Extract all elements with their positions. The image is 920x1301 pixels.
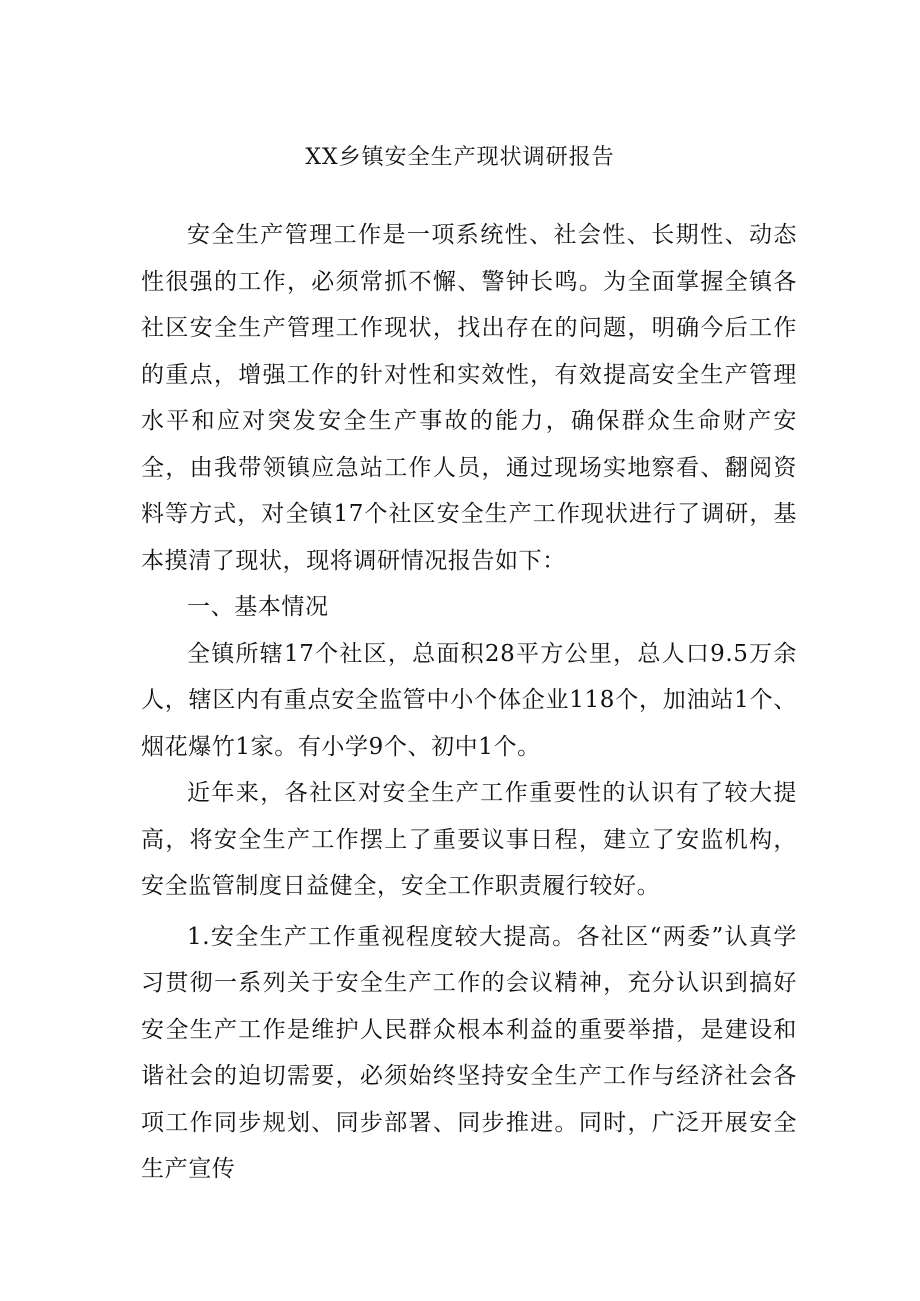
intro-paragraph: 安全生产管理工作是一项系统性、社会性、长期性、动态性很强的工作，必须常抓不懈、警钟长鸣。为全面掌握全镇各社区安全生产管理工作现状，找出存在的问题，明确今后工作的重点，增强工作的针对性和实效性，有效提高安全生产管理水平和应对突发安全生产事故的能力，确保群众生命财产安全，由我带领镇应急站工作人员，通过现场实地察看、翻阅资料等方式，对全镇17个社区安全生产工作现状进行了调研，基本摸清了现状，现将调研情况报告如下： [141,222,797,574]
document-title: XX乡镇安全生产现状调研报告 [305,145,615,170]
recent-years-paragraph: 近年来，各社区对安全生产工作重要性的认识有了较大提高，将安全生产工作摆上了重要议事日程，建立了安监机构，安全监管制度日益健全，安全工作职责履行较好。 [141,780,797,899]
document-body [141,212,797,1193]
basic-situation-paragraph: 全镇所辖17个社区，总面积28平方公里，总人口9.5万余人，辖区内有重点安全监管中小个体企业118个，加油站1个、烟花爆竹1家。有小学9个、初中1个。 [141,640,797,760]
point-1-paragraph: 1.安全生产工作重视程度较大提高。各社区“两委”认真学习贯彻一系列关于安全生产工作的会议精神，充分认识到搞好安全生产工作是维护人民群众根本利益的重要举措，是建设和谐社会的迫切需要，必须始终坚持安全生产工作与经济社会各项工作同步规划、同步部署、同步推进。同时，广泛开展安全生产宣传 [141,923,797,1182]
section-heading-basic-situation: 一、基本情况 [187,594,329,620]
